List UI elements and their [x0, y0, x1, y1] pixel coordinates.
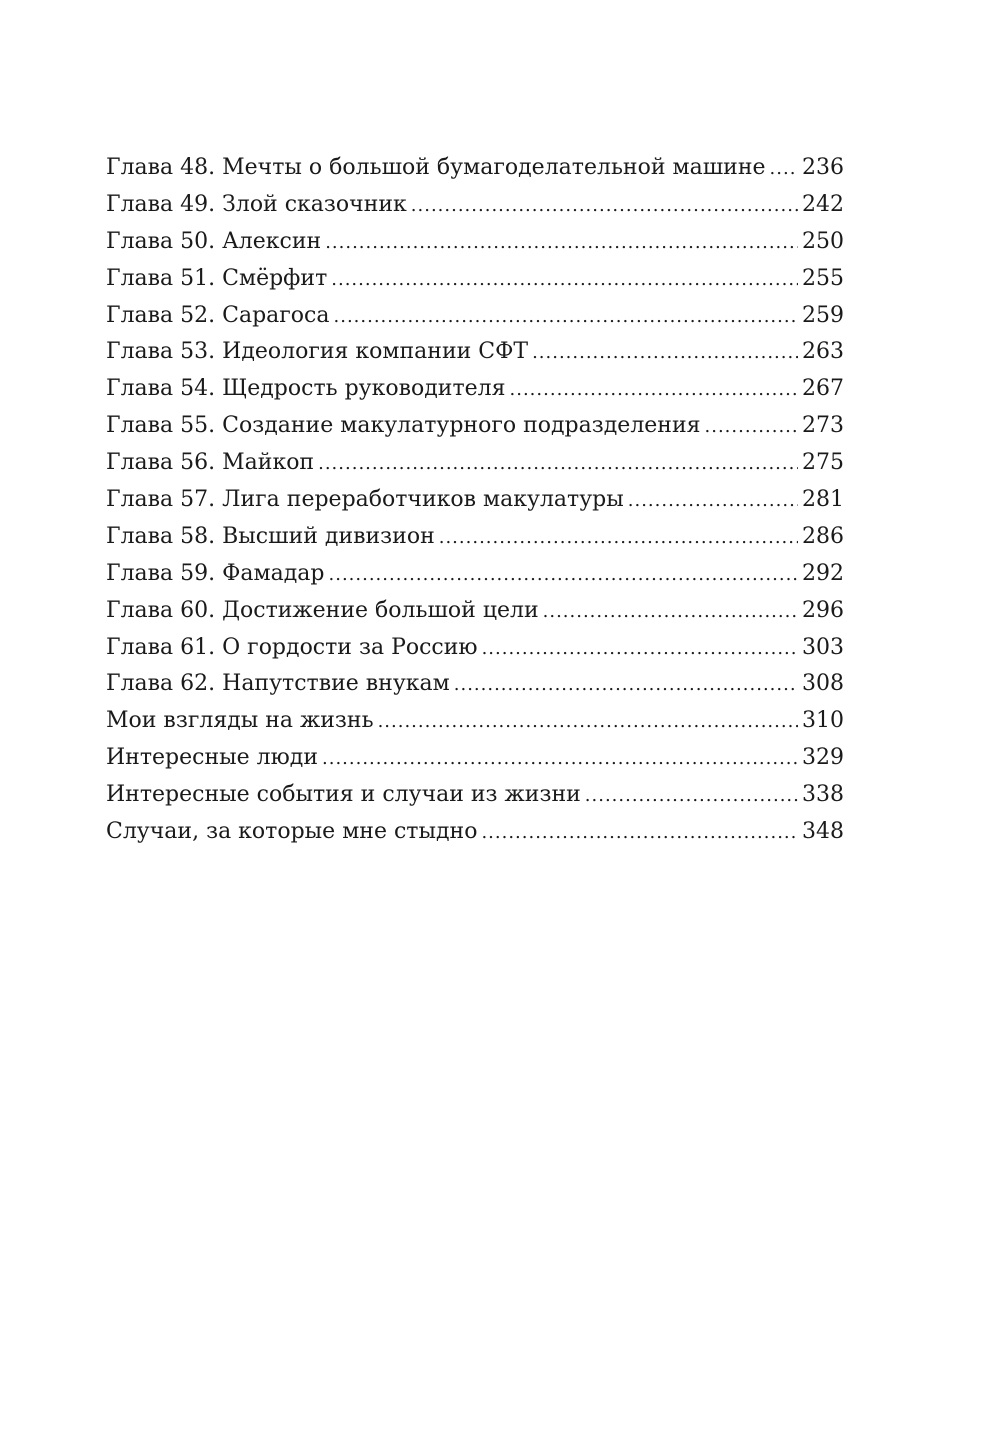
toc-entry-page: 250 [802, 228, 844, 254]
toc-entry [106, 556, 844, 593]
toc-entry-title: Глава 51. Смёрфит [106, 265, 328, 291]
toc-entry [106, 187, 844, 224]
toc-entry-title: Глава 60. Достижение большой цели [106, 597, 539, 623]
toc-entry [106, 519, 844, 556]
toc-entry [106, 371, 844, 408]
toc-leader-dots [329, 557, 799, 594]
toc-leader-dots [532, 335, 798, 372]
toc-entry-title: Глава 62. Напутствие внукам [106, 671, 450, 697]
toc-entry [106, 593, 844, 630]
toc-entry-title: Глава 50. Алексин [106, 228, 322, 254]
toc-entry-page: 255 [802, 265, 844, 291]
toc-entry [106, 630, 844, 667]
toc-entry-title: Глава 52. Сарагоса [106, 302, 330, 328]
toc-entry-title: Глава 59. Фамадар [106, 560, 325, 586]
toc-entry-title: Глава 49. Злой сказочник [106, 191, 407, 217]
toc-leader-dots [411, 188, 798, 225]
toc-leader-dots [510, 372, 798, 409]
toc-entry-page: 296 [802, 597, 844, 623]
toc-entry [106, 703, 844, 740]
toc-leader-dots [454, 667, 798, 704]
toc-entry-title: Глава 56. Майкоп [106, 450, 315, 476]
toc-entry-page: 259 [802, 302, 844, 328]
toc-entry-title: Интересные люди [106, 745, 318, 771]
toc-entry-page: 338 [802, 782, 844, 808]
toc-entry [106, 482, 844, 519]
toc-leader-dots [628, 483, 798, 520]
toc-entry-title: Глава 61. О гордости за Россию [106, 634, 478, 660]
toc-entry-page: 281 [802, 487, 844, 513]
toc-leader-dots [322, 741, 798, 778]
toc-entry [106, 445, 844, 482]
toc-entry [106, 150, 844, 187]
toc-entry-title: Глава 53. Идеология компании СФТ [106, 339, 529, 365]
toc-entry-title: Интересные события и случаи из жизни [106, 782, 581, 808]
toc-entry-page: 286 [802, 523, 844, 549]
toc-entry [106, 777, 844, 814]
toc-leader-dots [705, 409, 798, 446]
toc-leader-dots [331, 262, 798, 299]
toc-entry [106, 666, 844, 703]
toc-entry-page: 275 [802, 450, 844, 476]
toc-entry [106, 224, 844, 261]
toc-leader-dots [318, 446, 798, 483]
toc-entry-title: Глава 57. Лига переработчиков макулатуры [106, 487, 624, 513]
toc-entry-title: Глава 48. Мечты о большой бумагоделательной машине [106, 155, 766, 180]
toc-leader-dots [334, 299, 799, 336]
toc-entry-page: 348 [802, 819, 844, 845]
toc-leader-dots [439, 520, 798, 557]
toc-entry [106, 814, 844, 851]
toc-entry [106, 298, 844, 335]
toc-leader-dots [325, 225, 798, 262]
toc-entry-page: 263 [802, 339, 844, 365]
toc-leader-dots [378, 704, 798, 741]
toc-entry-page: 308 [802, 671, 844, 697]
toc-entry [106, 334, 844, 371]
toc-leader-dots [481, 815, 798, 852]
toc-entry-title: Случаи, за которые мне стыдно [106, 819, 478, 845]
toc-entry-title: Глава 55. Создание макулатурного подразделения [106, 413, 701, 439]
toc-entry-page: 303 [802, 634, 844, 660]
toc-leader-dots [543, 594, 798, 631]
toc-entry [106, 740, 844, 777]
toc-entry [106, 408, 844, 445]
toc-entry-page: 310 [802, 708, 844, 734]
table-of-contents [106, 150, 844, 851]
toc-entry-page: 242 [802, 191, 844, 217]
toc-entry-page: 292 [802, 560, 844, 586]
toc-entry-page: 329 [802, 745, 844, 771]
toc-entry-title: Глава 58. Высший дивизион [106, 523, 435, 549]
toc-entry-title: Мои взгляды на жизнь [106, 708, 374, 734]
toc-entry-page: 267 [802, 376, 844, 402]
toc-leader-dots [585, 778, 798, 815]
toc-entry-page: 236 [802, 155, 844, 180]
toc-leader-dots [770, 151, 798, 188]
toc-entry [106, 261, 844, 298]
toc-entry-page: 273 [802, 413, 844, 439]
toc-leader-dots [482, 631, 798, 668]
toc-entry-title: Глава 54. Щедрость руководителя [106, 376, 506, 402]
